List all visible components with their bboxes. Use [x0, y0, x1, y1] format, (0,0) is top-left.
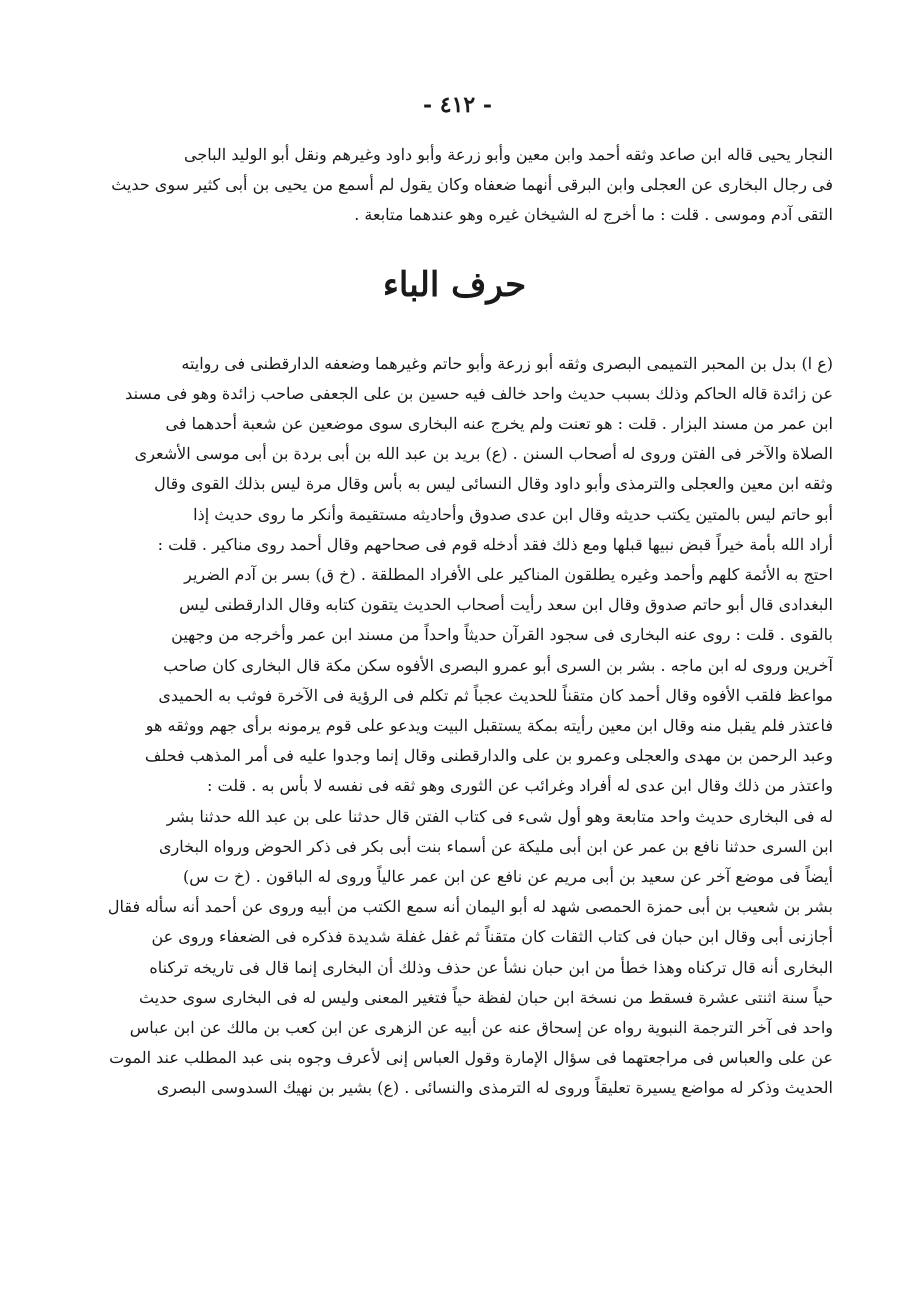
section-heading: حرف الباء [382, 264, 527, 305]
text-line: البخارى أنه قال تركناه وهذا خطأ من ابن حبان نشأ عن حذف وذلك أن البخارى إنما قال فى تاريخه تركناه [149, 957, 833, 977]
text-line: مواعظ فلقب الأفوه وقال أحمد كان متقناً للحديث عجباً ثم تكلم فى الرؤية فى الآخرة فوثب به الحميدى [158, 685, 833, 705]
text-line: التقى آدم وموسى . قلت : ما أخرج له الشيخان غيره وهو عندهما متابعة . [354, 205, 833, 225]
text-line: بالقوى . قلت : روى عنه البخارى فى سجود القرآن حديثاً واحداً من مسند ابن عمر وأخرجه من وجهين [171, 625, 833, 645]
text-line: فى رجال البخارى عن العجلى وابن البرقى أنهما ضعفاه وكان يقول لم أسمع من يحيى بن أبى كثير سوى حديث [111, 175, 833, 195]
text-line: البغدادى قال أبو حاتم صدوق وقال ابن سعد رأيت أصحاب الحديث يتقون كتابه وقال الدارقطنى ليس [179, 595, 833, 615]
text-line: فاعتذر فلم يقبل منه وقال ابن معين رأيته بمكة يستقبل البيت ويدعو على قوم يرمونه برأى جهم ووثقه هو [145, 716, 833, 736]
text-line: حياً سنة اثنتى عشرة فسقط من نسخة ابن حبان لفظة حياً فتغير المعنى وليس له فى البخارى سوى حديث [139, 987, 833, 1007]
text-line: وثقه ابن معين والعجلى والترمذى وأبو داود وقال النسائى ليس به بأس وقال مرة ليس بذلك القوى وقال [154, 474, 833, 494]
text-line: واحد فى آخر الترجمة النبوية رواه عن إسحاق عنه عن أبيه عن الزهرى عن ابن كعب بن مالك عن ابن عباس [129, 1018, 833, 1038]
text-line: ابن السرى حدثنا نافع بن عمر عن ابن أبى مليكة عن أسماء بنت أبى بكر فى ذكر الحوض ورواه البخارى [159, 836, 833, 856]
text-line: (ع ا) بدل بن المحبر التميمى البصرى وثقه أبو زرعة وأبو حاتم وغيرهما وضعفه الدارقطنى فى روايته [181, 353, 833, 373]
text-line: آخرين وروى له ابن ماجه . بشر بن السرى أبو عمرو البصرى الأفوه سكن مكة قال البخارى كان صاحب [163, 655, 833, 675]
text-line: أجازنى أبى وقال ابن حبان فى كتاب الثقات كان متقناً ثم غفل غفلة شديدة فذكره فى الضعفاء وروى عن [151, 927, 833, 947]
text-line: واعتذر من ذلك وقال ابن عدى له أفراد وغرائب عن الثورى وهو ثقه فى نفسه لا بأس به . قلت : [207, 776, 833, 796]
text-line: أيضاً فى موضع آخر عن سعيد بن أبى مريم عن نافع عن ابن عمر عالياً وروى له الباقون . (خ ت س) [183, 867, 833, 887]
text-line: أراد الله بأمة خيراً قبض نبيها قبلها ومع ذلك فقد أدخله قوم فى صحاحهم وقال أحمد روى مناكير . قلت : [157, 534, 833, 554]
text-line: وعبد الرحمن بن مهدى والعجلى وعمرو بن على والدارقطنى وقال إنما وجدوا عليه فى أمر المذهب فحلف [144, 746, 833, 766]
text-line: عن زائدة قاله الحاكم وذلك بسبب حديث واحد خالف فيه حسين بن على الجعفى صاحب زائدة وهو فى مسند [125, 383, 833, 403]
text-line: ابن عمر من مسند البزار . قلت : هو تعنت ولم يخرج عنه البخارى سوى موضعين عن شعبة أحدهما فى [165, 414, 833, 434]
text-line: بشر بن شعيب بن أبى حمزة الحمصى شهد له أبو اليمان أنه سمع الكتب من أبيه وروى عن أحمد أنه سأله فقال [107, 897, 833, 917]
text-line: النجار يحيى قاله ابن صاعد وثقه أحمد وابن معين وأبو زرعة وأبو داود وغيرهم ونقل أبو الوليد الباجى [184, 145, 833, 164]
body-paragraph [76, 349, 833, 1104]
intro-paragraph [76, 140, 833, 231]
text-line: احتج به الأئمة كلهم وأحمد وغيره يطلقون المناكير على الأفراد المطلقة . (خ ق) بسر بن آدم الضرير [184, 565, 833, 585]
text-line: الحديث وذكر له مواضع يسيرة تعليقاً وروى له الترمذى والنسائى . (ع) بشير بن نهيك السدوسى البصرى [156, 1078, 833, 1098]
text-line: عن على والعباس فى مراجعتهما فى سؤال الإمارة وقول العباس إنى لأعرف وجوه بنى عبد المطلب عند الموت [109, 1048, 833, 1068]
text-line: له فى البخارى حديث واحد متابعة وهو أول شىء فى كتاب الفتن قال حدثنا على بن عبد الله حدثنا بشر [166, 806, 833, 826]
text-line: أبو حاتم ليس بالمتين يكتب حديثه وقال ابن عدى صدوق وأحاديثه مستقيمة وأنكر ما روى حديث إذا [193, 504, 833, 524]
text-line: الصلاة والآخر فى الفتن وروى له أصحاب السنن . (ع) بريد بن عبد الله بن أبى بردة بن أبى موسى الأشعرى [134, 444, 833, 464]
page-number: - ٤١٢ - [422, 92, 493, 118]
